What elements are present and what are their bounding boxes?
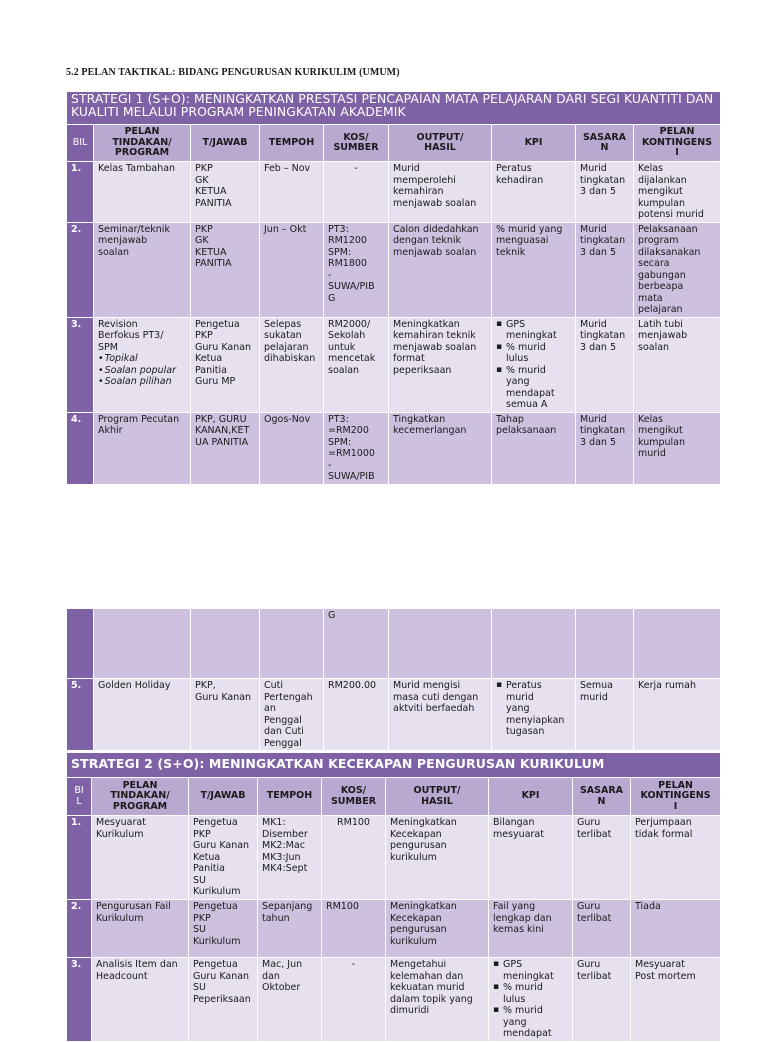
row-output <box>389 609 492 679</box>
row-kos: - <box>322 958 386 1042</box>
row-kpi: Peratus kehadiran <box>492 162 576 223</box>
row-kontingensi: Kelas mengikut kumpulan murid <box>634 412 721 484</box>
row-kpi <box>489 958 573 1042</box>
row-kos: PT3: =RM200 SPM: =RM1000 - SUWA/PIB <box>324 412 389 484</box>
row-bil: 3. <box>67 317 94 412</box>
kpi-list <box>496 319 571 411</box>
row-program <box>94 317 191 412</box>
row-program: Seminar/teknik menjawab soalan <box>94 222 191 317</box>
kpi-item: ▪ % murid yang mendapat semua A <box>506 365 571 411</box>
row-sasaran: Guru terlibat <box>573 958 631 1042</box>
document-heading: 5.2 PELAN TAKTIKAL: BIDANG PENGURUSAN KURIKULIM (UMUM) <box>66 67 400 78</box>
row-program: Program Pecutan Akhir <box>94 412 191 484</box>
row-tjawab: Pengetua PKP SU Kurikulum <box>189 900 258 958</box>
row-kontingensi: Kerja rumah <box>634 679 721 751</box>
header-output: OUTPUT/ HASIL <box>386 778 489 816</box>
row-sasaran: Murid tingkatan 3 dan 5 <box>576 162 634 223</box>
row-sasaran: Guru terlibat <box>573 816 631 900</box>
program-text: Revision Berfokus PT3/ SPM <box>98 318 164 353</box>
row-output: Tingkatkan kecemerlangan <box>389 412 492 484</box>
row-kontingensi: Tiada <box>631 900 721 958</box>
header-kontingensi: PELAN KONTINGENS I <box>631 778 721 816</box>
kpi-list <box>493 959 568 1040</box>
table-row <box>67 317 721 412</box>
header-kontingensi: PELAN KONTINGENS I <box>634 125 721 162</box>
row-program: Golden Holiday <box>94 679 191 751</box>
row-tjawab: Pengetua Guru Kanan SU Peperiksaan <box>189 958 258 1042</box>
row-sasaran: Murid tingkatan 3 dan 5 <box>576 412 634 484</box>
kpi-item: ▪ % murid lulus <box>503 982 568 1005</box>
row-kos: G <box>324 609 389 679</box>
program-item-list <box>98 353 186 388</box>
table-row <box>67 222 721 317</box>
row-tjawab: Pengetua PKP Guru Kanan Ketua Panitia SU Kurikulum <box>189 816 258 900</box>
table-row-continued <box>67 609 721 679</box>
row-tjawab <box>191 609 260 679</box>
table-row <box>67 679 721 751</box>
header-tjawab: T/JAWAB <box>191 125 260 162</box>
row-program <box>94 609 191 679</box>
header-kpi: KPI <box>492 125 576 162</box>
row-program: Analisis Item dan Headcount <box>92 958 189 1042</box>
row-bil: 1. <box>67 816 92 900</box>
row-tempoh: Sepanjang tahun <box>258 900 322 958</box>
row-kontingensi: Mesyuarat Post mortem <box>631 958 721 1042</box>
row-kontingensi: Latih tubi menjawab soalan <box>634 317 721 412</box>
row-program: Pengurusan Fail Kurikulum <box>92 900 189 958</box>
row-bil: 5. <box>67 679 94 751</box>
row-kpi: % murid yang menguasai teknik <box>492 222 576 317</box>
row-kos: PT3: RM1200 SPM: RM1800 - SUWA/PIB G <box>324 222 389 317</box>
header-tempoh: TEMPOH <box>260 125 324 162</box>
header-kos: KOS/ SUMBER <box>322 778 386 816</box>
row-tempoh: Feb – Nov <box>260 162 324 223</box>
row-program: Mesyuarat Kurikulum <box>92 816 189 900</box>
kpi-item: ▪ GPS meningkat <box>506 319 571 342</box>
row-kpi: Fail yang lengkap dan kemas kini <box>489 900 573 958</box>
row-tjawab: PKP, GURU KANAN,KET UA PANITIA <box>191 412 260 484</box>
table-row <box>67 412 721 484</box>
row-kos: - <box>324 162 389 223</box>
header-bil: BIL <box>67 125 94 162</box>
row-kpi: Bilangan mesyuarat <box>489 816 573 900</box>
row-tempoh <box>260 609 324 679</box>
row-kpi <box>492 609 576 679</box>
row-sasaran: Murid tingkatan 3 dan 5 <box>576 222 634 317</box>
table-header-row <box>67 125 721 162</box>
program-item: • Topikal <box>104 353 186 365</box>
row-tjawab: PKP GK KETUA PANITIA <box>191 162 260 223</box>
kpi-item: ▪ Peratus murid yang menyiapkan tugasan <box>506 680 571 738</box>
row-output: Murid mengisi masa cuti dengan aktviti berfaedah <box>389 679 492 751</box>
row-program: Kelas Tambahan <box>94 162 191 223</box>
row-kontingensi: Pelaksanaan program dilaksanakan secara gabungan berbeapa mata pelajaran <box>634 222 721 317</box>
kpi-list <box>496 680 571 738</box>
kpi-item: ▪ % murid lulus <box>506 342 571 365</box>
row-kpi <box>492 317 576 412</box>
header-bil: BI L <box>67 778 92 816</box>
table-row <box>67 162 721 223</box>
row-tempoh: Mac, Jun dan Oktober <box>258 958 322 1042</box>
row-kontingensi: Perjumpaan tidak formal <box>631 816 721 900</box>
row-sasaran <box>576 609 634 679</box>
strategy-2-table <box>66 752 721 1042</box>
row-tempoh: Selepas sukatan pelajaran dihabiskan <box>260 317 324 412</box>
header-tjawab: T/JAWAB <box>189 778 258 816</box>
row-output: Murid memperolehi kemahiran menjawab soalan <box>389 162 492 223</box>
row-kos: RM200.00 <box>324 679 389 751</box>
row-tempoh: MK1: Disember MK2:Mac MK3:Jun MK4:Sept <box>258 816 322 900</box>
row-bil: 2. <box>67 900 92 958</box>
row-output: Meningkatkan Kecekapan pengurusan kurikulum <box>386 816 489 900</box>
row-kpi <box>492 679 576 751</box>
kpi-item: ▪ GPS meningkat <box>503 959 568 982</box>
row-kos: RM2000/ Sekolah untuk mencetak soalan <box>324 317 389 412</box>
strategy-1-table <box>66 91 721 485</box>
table-row <box>67 816 721 900</box>
header-output: OUTPUT/ HASIL <box>389 125 492 162</box>
header-kos: KOS/ SUMBER <box>324 125 389 162</box>
row-tjawab: Pengetua PKP Guru Kanan Ketua Panitia Guru MP <box>191 317 260 412</box>
kpi-item: ▪ % murid yang mendapat <box>503 1005 568 1040</box>
header-program: PELAN TINDAKAN/ PROGRAM <box>92 778 189 816</box>
program-item: • Soalan pilihan <box>104 376 186 388</box>
row-kos: RM100 <box>322 900 386 958</box>
row-bil <box>67 609 94 679</box>
table-row <box>67 900 721 958</box>
program-item: • Soalan popular <box>104 365 186 377</box>
strategy-1-title: STRATEGI 1 (S+O): MENINGKATKAN PRESTASI PENCAPAIAN MATA PELAJARAN DARI SEGI KUANTITI DAN KUALITI MELALUI PROGRAM PENINGKATAN AKADEMIK <box>67 92 721 125</box>
header-sasaran: SASARA N <box>576 125 634 162</box>
row-output: Calon didedahkan dengan teknik menjawab soalan <box>389 222 492 317</box>
row-tjawab: PKP, Guru Kanan <box>191 679 260 751</box>
row-bil: 4. <box>67 412 94 484</box>
row-tempoh: Jun – Okt <box>260 222 324 317</box>
row-bil: 2. <box>67 222 94 317</box>
row-bil: 1. <box>67 162 94 223</box>
strategy-1-table-continued <box>66 608 721 751</box>
row-sasaran: Semua murid <box>576 679 634 751</box>
header-sasaran: SASARA N <box>573 778 631 816</box>
row-sasaran: Murid tingkatan 3 dan 5 <box>576 317 634 412</box>
header-program: PELAN TINDAKAN/ PROGRAM <box>94 125 191 162</box>
row-tempoh: Ogos-Nov <box>260 412 324 484</box>
table-header-row <box>67 778 721 816</box>
table-row <box>67 958 721 1042</box>
row-kontingensi <box>634 609 721 679</box>
row-output: Meningkatkan Kecekapan pengurusan kurikulum <box>386 900 489 958</box>
row-tempoh: Cuti Pertengah an Penggal dan Cuti Penggal <box>260 679 324 751</box>
row-output: Mengetahui kelemahan dan kekuatan murid dalam topik yang dimuridi <box>386 958 489 1042</box>
row-kpi: Tahap pelaksanaan <box>492 412 576 484</box>
row-kos: RM100 <box>322 816 386 900</box>
row-sasaran: Guru terlibat <box>573 900 631 958</box>
row-kontingensi: Kelas dijalankan mengikut kumpulan potensi murid <box>634 162 721 223</box>
row-tjawab: PKP GK KETUA PANITIA <box>191 222 260 317</box>
strategy-2-title: STRATEGI 2 (S+O): MENINGKATKAN KECEKAPAN PENGURUSAN KURIKULUM <box>67 753 721 778</box>
header-kpi: KPI <box>489 778 573 816</box>
row-output: Meningkatkan kemahiran teknik menjawab soalan format peperiksaan <box>389 317 492 412</box>
header-tempoh: TEMPOH <box>258 778 322 816</box>
row-bil: 3. <box>67 958 92 1042</box>
